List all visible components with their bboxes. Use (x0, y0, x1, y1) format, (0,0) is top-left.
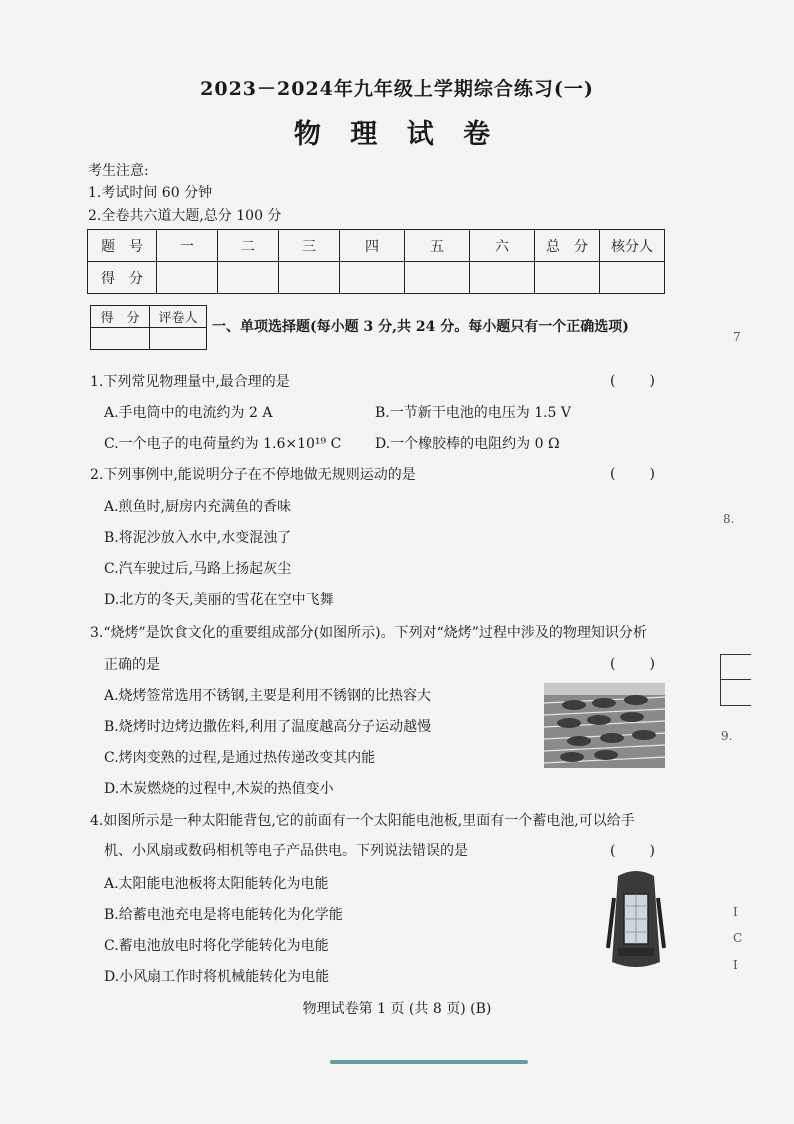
score-header: 总 分 (535, 230, 600, 262)
margin-mark: C (733, 931, 743, 945)
option: A.太阳能电池板将太阳能转化为电能 (104, 876, 329, 892)
question-stem-cont: 正确的是 (104, 657, 160, 673)
score-header: 题 号 (88, 230, 157, 262)
grader-cell (150, 328, 207, 350)
score-table (87, 229, 665, 294)
margin-mark: 7 (733, 330, 741, 344)
option: D.小风扇工作时将机械能转化为电能 (104, 969, 330, 985)
notice-item: 1.考试时间 60 分钟 (88, 185, 213, 201)
option: D.一个橡胶棒的电阻约为 0 Ω (375, 436, 560, 452)
option: A.煎鱼时,厨房内充满鱼的香味 (104, 499, 292, 515)
option: C.一个电子的电荷量约为 1.6×10¹⁹ C (104, 436, 342, 452)
notice-item: 2.全卷共六道大题,总分 100 分 (88, 208, 282, 224)
option: C.汽车驶过后,马路上扬起灰尘 (104, 561, 292, 577)
answer-paren: ( ) (610, 843, 657, 859)
score-header: 六 (470, 230, 535, 262)
score-header: 二 (218, 230, 279, 262)
score-header: 核分人 (600, 230, 665, 262)
answer-paren: ( ) (610, 373, 657, 389)
question-stem: 3.“烧烤”是饮食文化的重要组成部分(如图所示)。下列对“烧烤”过程中涉及的物理知识分析 (90, 625, 647, 641)
margin-mark: I (733, 958, 738, 972)
score-header: 四 (340, 230, 405, 262)
score-cell (279, 262, 340, 294)
option: B.将泥沙放入水中,水变混浊了 (104, 530, 292, 546)
option: C.烤肉变熟的过程,是通过热传递改变其内能 (104, 750, 376, 766)
score-row-label: 得 分 (88, 262, 157, 294)
score-cell (600, 262, 665, 294)
option: B.给蓄电池充电是将电能转化为化学能 (104, 907, 343, 923)
question-stem: 4.如图所示是一种太阳能背包,它的前面有一个太阳能电池板,里面有一个蓄电池,可以给手 (90, 813, 635, 829)
score-header: 三 (279, 230, 340, 262)
option: B.烧烤时边烤边撒佐料,利用了温度越高分子运动越慢 (104, 719, 432, 735)
score-header: 五 (405, 230, 470, 262)
option: D.北方的冬天,美丽的雪花在空中飞舞 (104, 592, 334, 608)
option: D.木炭燃烧的过程中,木炭的热值变小 (104, 781, 334, 797)
page-footer: 物理试卷第 1 页 (共 8 页) (B) (302, 1001, 492, 1017)
margin-mark: I (733, 905, 738, 919)
exam-title: 2023－2024年九年级上学期综合练习(一) (200, 78, 594, 100)
score-cell (157, 262, 218, 294)
solar-backpack-photo (604, 868, 668, 972)
subject-title: 物 理 试 卷 (293, 119, 501, 150)
question-stem: 1.下列常见物理量中,最合理的是 (90, 374, 290, 390)
answer-paren: ( ) (610, 466, 657, 482)
grader-cell (91, 328, 150, 350)
score-cell (535, 262, 600, 294)
notice-heading: 考生注意: (88, 163, 149, 179)
grader-box (90, 305, 207, 350)
score-cell (218, 262, 279, 294)
score-cell (470, 262, 535, 294)
section-title: 一、单项选择题(每小题 3 分,共 24 分。每小题只有一个正确选项) (212, 319, 629, 335)
question-stem-cont: 机、小风扇或数码相机等电子产品供电。下列说法错误的是 (104, 843, 468, 859)
option: B.一节新干电池的电压为 1.5 V (375, 405, 572, 421)
margin-box (720, 654, 751, 706)
margin-mark: 9. (721, 729, 733, 743)
option: A.烧烤签常选用不锈钢,主要是利用不锈钢的比热容大 (104, 688, 432, 704)
grader-score-label: 得 分 (91, 306, 150, 328)
option: A.手电筒中的电流约为 2 A (104, 405, 273, 421)
margin-mark: 8. (723, 512, 735, 526)
question-stem: 2.下列事例中,能说明分子在不停地做无规则运动的是 (90, 467, 416, 483)
barbecue-photo (544, 683, 665, 768)
score-cell (405, 262, 470, 294)
grader-name-label: 评卷人 (150, 306, 207, 328)
score-cell (340, 262, 405, 294)
option: C.蓄电池放电时将化学能转化为电能 (104, 938, 329, 954)
answer-paren: ( ) (610, 656, 657, 672)
score-header: 一 (157, 230, 218, 262)
scan-bar (330, 1060, 528, 1064)
